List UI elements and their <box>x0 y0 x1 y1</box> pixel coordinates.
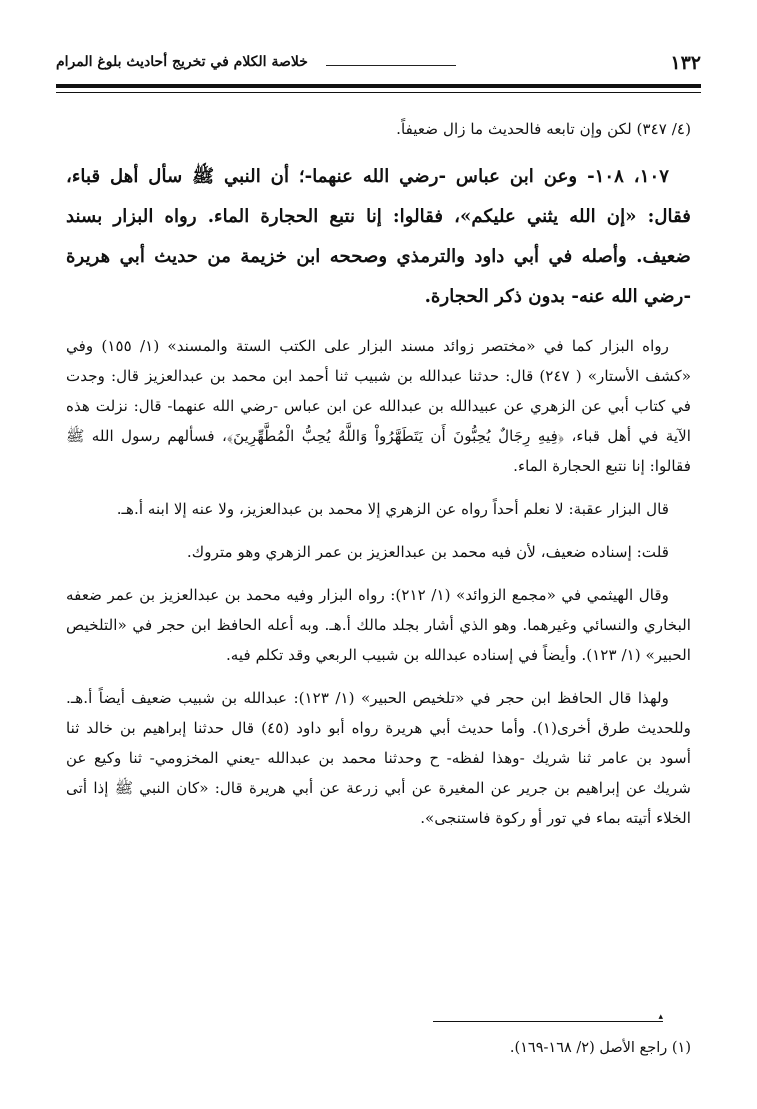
header-dash <box>326 65 456 66</box>
running-title: خلاصة الكلام في تخريج أحاديث بلوغ المرام <box>56 54 308 70</box>
header-rule-thick <box>56 84 701 88</box>
footnote-separator <box>433 1021 663 1022</box>
paragraph-bazzar-comment: قال البزار عقبة: لا نعلم أحداً رواه عن الزهري إلا محمد بن عبدالعزيز، ولا عنه إلا ابنه أ.هـ. <box>116 500 669 518</box>
page-number: ١٣٢ <box>670 52 701 74</box>
paragraph-ruling: قلت: إسناده ضعيف، لأن فيه محمد بن عبدالعزيز بن عمر الزهري وهو متروك. <box>186 543 669 561</box>
footnote-mark: ▴ <box>658 1012 663 1022</box>
page-header <box>56 48 701 78</box>
paragraph-takhrij: رواه البزار كما في «مختصر زوائد مسند البزار على الكتب الستة والمسند» (١/ ١٥٥) وفي «كشف الأستار» ( ٢٤٧) قال: حدثنا عبدالله بن شبيب ثنا أحمد ابن محمد بن عبدالعزيز قال: وجدت في كتاب أبي عن الزهري عن عبيدالله بن عبدالله عن ابن عباس -رضي الله عنهما- قال: نزلت هذه الآية في أهل قباء، ﴿فِيهِ رِجَالٌ يُحِبُّونَ أَن يَتَطَهَّرُواْ وَاللَّهُ يُحِبُّ الْمُطَّهِّرِينَ﴾، فسألهم رسول الله ﷺ فقالوا: إنا نتبع الحجارة الماء. <box>66 337 691 475</box>
paragraph-continuation: (٤/ ٣٤٧) لكن وإن تابعه فالحديث ما زال ضعيفاً. <box>396 120 691 138</box>
header-rule-thin <box>56 92 701 93</box>
paragraph-haythami: وقال الهيثمي في «مجمع الزوائد» (١/ ٢١٢): رواه البزار وفيه محمد بن عبدالعزيز بن عمر ضعفه البخاري والنسائي وغيرهما. وهو الذي أشار بجلد مالك أ.هـ. وبه أعله الحافظ ابن حجر في «التلخيص الحبير» (١/ ١٢٣). وأيضاً في إسناده عبدالله بن شبيب الربعي وقد تكلم فيه. <box>66 586 691 664</box>
footnote: (١) راجع الأصل (٢/ ١٦٨-١٦٩). <box>509 1040 691 1056</box>
page-body <box>66 114 691 846</box>
paragraph-ibn-hajar: ولهذا قال الحافظ ابن حجر في «تلخيص الحبير» (١/ ١٢٣): عبدالله بن شبيب ضعيف أيضاً أ.هـ. وللحديث طرق أخرى(١). وأما حديث أبي هريرة رواه أبو داود (٤٥) قال حدثنا إبراهيم بن خالد ثنا أسود بن عامر ثنا شريك -وهذا لفظه- ح وحدثنا محمد بن عبدالله -يعني المخزومي- ثنا وكيع عن شريك عن إبراهيم بن جرير عن المغيرة عن أبي زرعة عن أبي هريرة قال: «كان النبي ﷺ إذا أتى الخلاء أتيته بماء في تور أو ركوة فاستنجى». <box>66 689 691 827</box>
hadith-text: ١٠٧، ١٠٨- وعن ابن عباس -رضي الله عنهما-؛ أن النبي ﷺ سأل أهل قباء، فقال: «إن الله يثني عليكم»، فقالوا: إنا نتبع الحجارة الماء. رواه البزار بسند ضعيف. وأصله في أبي داود والترمذي وصححه ابن خزيمة من حديث أبي هريرة -رضي الله عنه- بدون ذكر الحجارة. <box>66 166 691 307</box>
